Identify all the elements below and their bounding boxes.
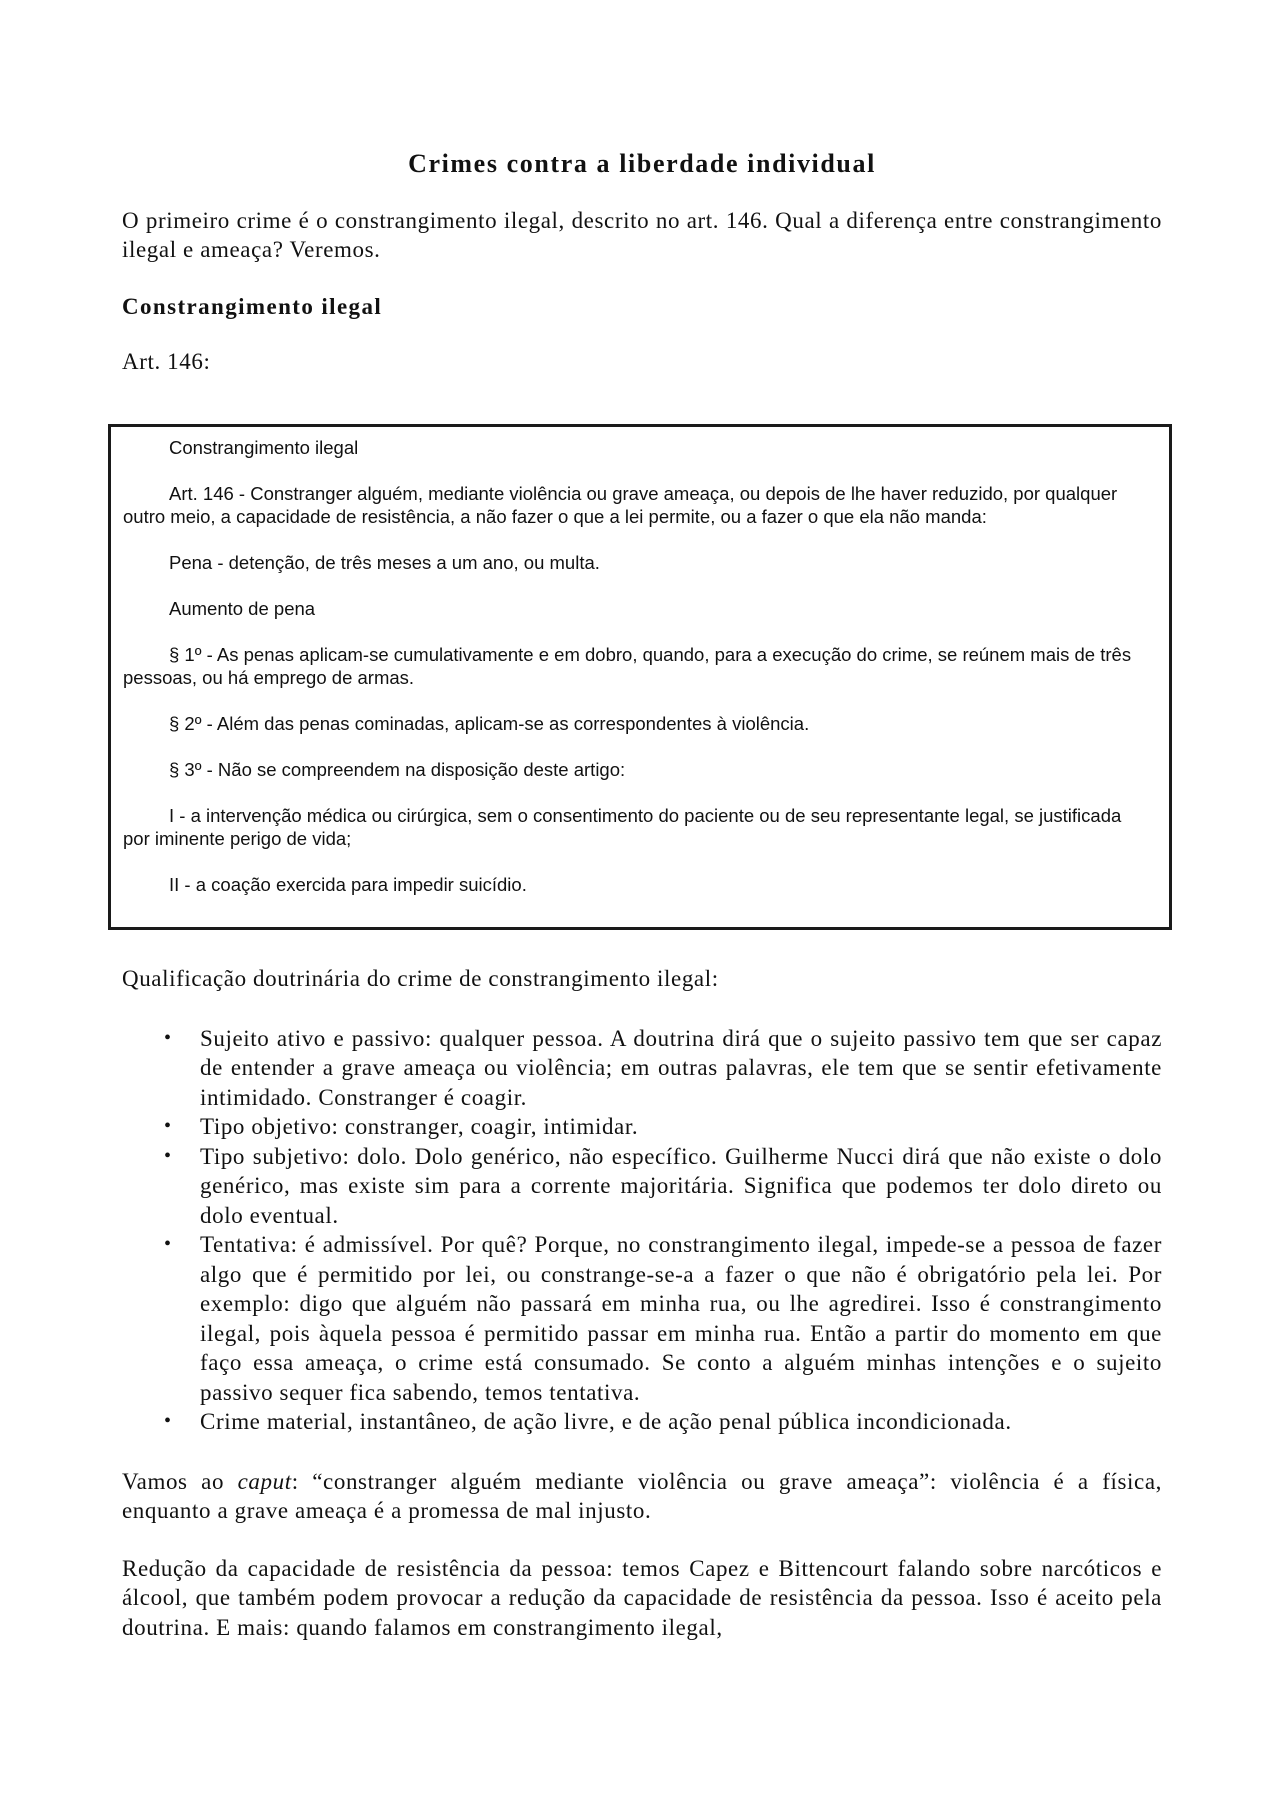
document-page	[122, 148, 1162, 398]
bullet-icon: •	[164, 1144, 172, 1167]
list-item-text: Sujeito ativo e passivo: qualquer pessoa. A doutrina dirá que o sujeito passivo tem que ser capaz de entender a grave ameaça ou violência; em outras palavras, ele tem que se sentir efetivamente intimidado. Constranger é coagir.	[200, 1025, 1162, 1110]
list-item	[164, 1142, 1162, 1231]
list-item	[164, 1024, 1162, 1113]
law-increase-heading: Aumento de pena	[169, 598, 316, 619]
law-text-content	[123, 436, 1153, 896]
qualification-intro: Qualificação doutrinária do crime de constrangimento ilegal:	[122, 966, 719, 991]
law-paragraph-1: § 1º - As penas aplicam-se cumulativamente e em dobro, quando, para a execução do crime, se reúnem mais de três pessoas, ou há emprego de armas.	[123, 644, 1132, 688]
bullet-icon: •	[164, 1410, 172, 1432]
list-item-text: Tentativa: é admissível. Por quê? Porque, no constrangimento ilegal, impede-se a pessoa de fazer algo que é permitido por lei, ou constrange-se-a a fazer o que não é obrigatório pela lei. Por exemplo: digo que alguém não passará em minha rua, ou lhe agredirei. Isso é constrangimento ilegal, pois àquela pessoa é permitido passar em minha rua. Então a partir do momento em que faço essa ameaça, o crime está consumado. Se conto a alguém minhas intenções e o sujeito passivo sequer fica sabendo, temos tentativa.	[200, 1232, 1162, 1405]
reduction-paragraph: Redução da capacidade de resistência da pessoa: temos Capez e Bittencourt falando sobre narcóticos e álcool, que também podem provocar a redução da capacidade de resistência da pessoa. Isso é aceito pela doutrina. E mais: quando falamos em constrangimento ilegal,	[122, 1555, 1162, 1640]
article-label: Art. 146:	[122, 349, 211, 374]
bullet-icon: •	[164, 1233, 172, 1255]
bullet-icon: •	[164, 1115, 172, 1137]
law-penalty: Pena - detenção, de três meses a um ano, ou multa.	[169, 552, 600, 573]
list-item	[164, 1112, 1162, 1142]
qualification-list	[122, 1024, 1162, 1437]
list-item-text: Crime material, instantâneo, de ação livre, e de ação penal pública incondicionada.	[200, 1409, 1012, 1434]
law-paragraph-2: § 2º - Além das penas cominadas, aplicam-se as correspondentes à violência.	[169, 713, 810, 734]
section-heading: Constrangimento ilegal	[122, 294, 383, 319]
law-item-i: I - a intervenção médica ou cirúrgica, sem o consentimento do paciente ou de seu representante legal, se justificada por iminente perigo de vida;	[123, 805, 1122, 849]
law-item-ii: II - a coação exercida para impedir suicídio.	[169, 874, 527, 895]
list-item-text: Tipo subjetivo: dolo. Dolo genérico, não específico. Guilherme Nucci dirá que não existe o dolo genérico, mas existe sim para a corrente majoritária. Significa que podemos ter dolo direto ou dolo eventual.	[200, 1143, 1162, 1228]
law-text-box	[108, 424, 1172, 930]
list-item	[164, 1407, 1162, 1437]
intro-paragraph: O primeiro crime é o constrangimento ilegal, descrito no art. 146. Qual a diferença entre constrangimento ilegal e ameaça? Veremos.	[122, 208, 1162, 262]
caput-term: caput	[237, 1468, 292, 1494]
caput-suffix: : “constranger alguém mediante violência ou grave ameaça”: violência é a física, enquanto a grave ameaça é a promessa de mal injusto.	[122, 1468, 1162, 1523]
document-title: Crimes contra a liberdade individual	[408, 149, 876, 178]
law-paragraph-3: § 3º - Não se compreendem na disposição deste artigo:	[169, 759, 626, 780]
law-article-caput: Art. 146 - Constranger alguém, mediante violência ou grave ameaça, ou depois de lhe haver reduzido, por qualquer outro meio, a capacidade de resistência, a não fazer o que a lei permite, ou a fazer o que ela não manda:	[123, 483, 1118, 527]
law-subtitle: Constrangimento ilegal	[169, 437, 359, 458]
bullet-icon: •	[164, 1026, 172, 1049]
caput-paragraph	[122, 1467, 1162, 1526]
list-item-text: Tipo objetivo: constranger, coagir, intimidar.	[200, 1114, 639, 1139]
list-item	[164, 1230, 1162, 1407]
commentary-section	[122, 964, 1162, 1670]
caput-prefix: Vamos ao	[122, 1468, 238, 1494]
